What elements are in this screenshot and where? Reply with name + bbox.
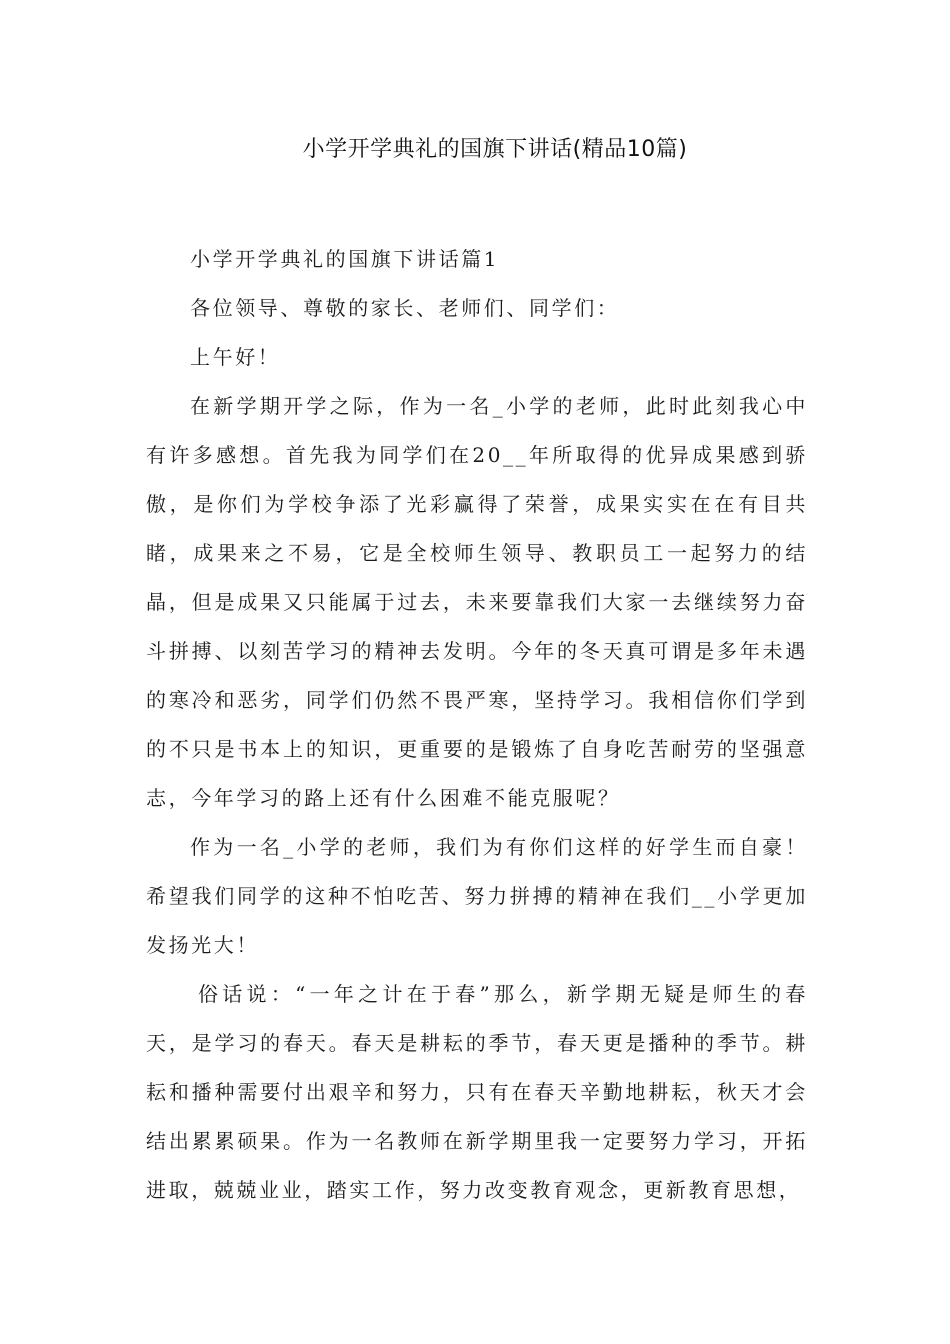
greeting: 上午好！ [190,345,281,369]
paragraph: 作为一名_小学的老师，我们为有你们这样的好学生而自豪！希望我们同学的这种不怕吃苦、努力拼搏的精神在我们__小学更加发扬光大！ [146,835,808,957]
salutation: 各位领导、尊敬的家长、老师们、同学们： [190,296,620,320]
document-body [146,235,808,1215]
section-heading: 小学开学典礼的国旗下讲话篇1 [190,247,500,271]
paragraph: 俗话说：“一年之计在于春”那么，新学期无疑是师生的春天，是学习的春天。春天是耕耘的季节，春天更是播种的季节。耕耘和播种需要付出艰辛和努力，只有在春天辛勤地耕耘，秋天才会结出累累硕果。作为一名教师在新学期里我一定要努力学习，开拓进取，兢兢业业，踏实工作，努力改变教育观念，更新教育思想， [146,982,808,1202]
paragraph: 在新学期开学之际，作为一名_小学的老师，此时此刻我心中有许多感想。首先我为同学们在20__年所取得的优异成果感到骄傲，是你们为学校争添了光彩赢得了荣誉，成果实实在在有目共睹，成果来之不易，它是全校师生领导、教职员工一起努力的结晶，但是成果又只能属于过去，未来要靠我们大家一去继续努力奋斗拼搏、以刻苦学习的精神去发明。今年的冬天真可谓是多年未遇的寒冷和恶劣，同学们仍然不畏严寒，坚持学习。我相信你们学到的不只是书本上的知识，更重要的是锻炼了自身吃苦耐劳的坚强意志，今年学习的路上还有什么困难不能克服呢？ [146,394,808,810]
document-title: 小学开学典礼的国旗下讲话(精品10篇) [302,137,688,162]
